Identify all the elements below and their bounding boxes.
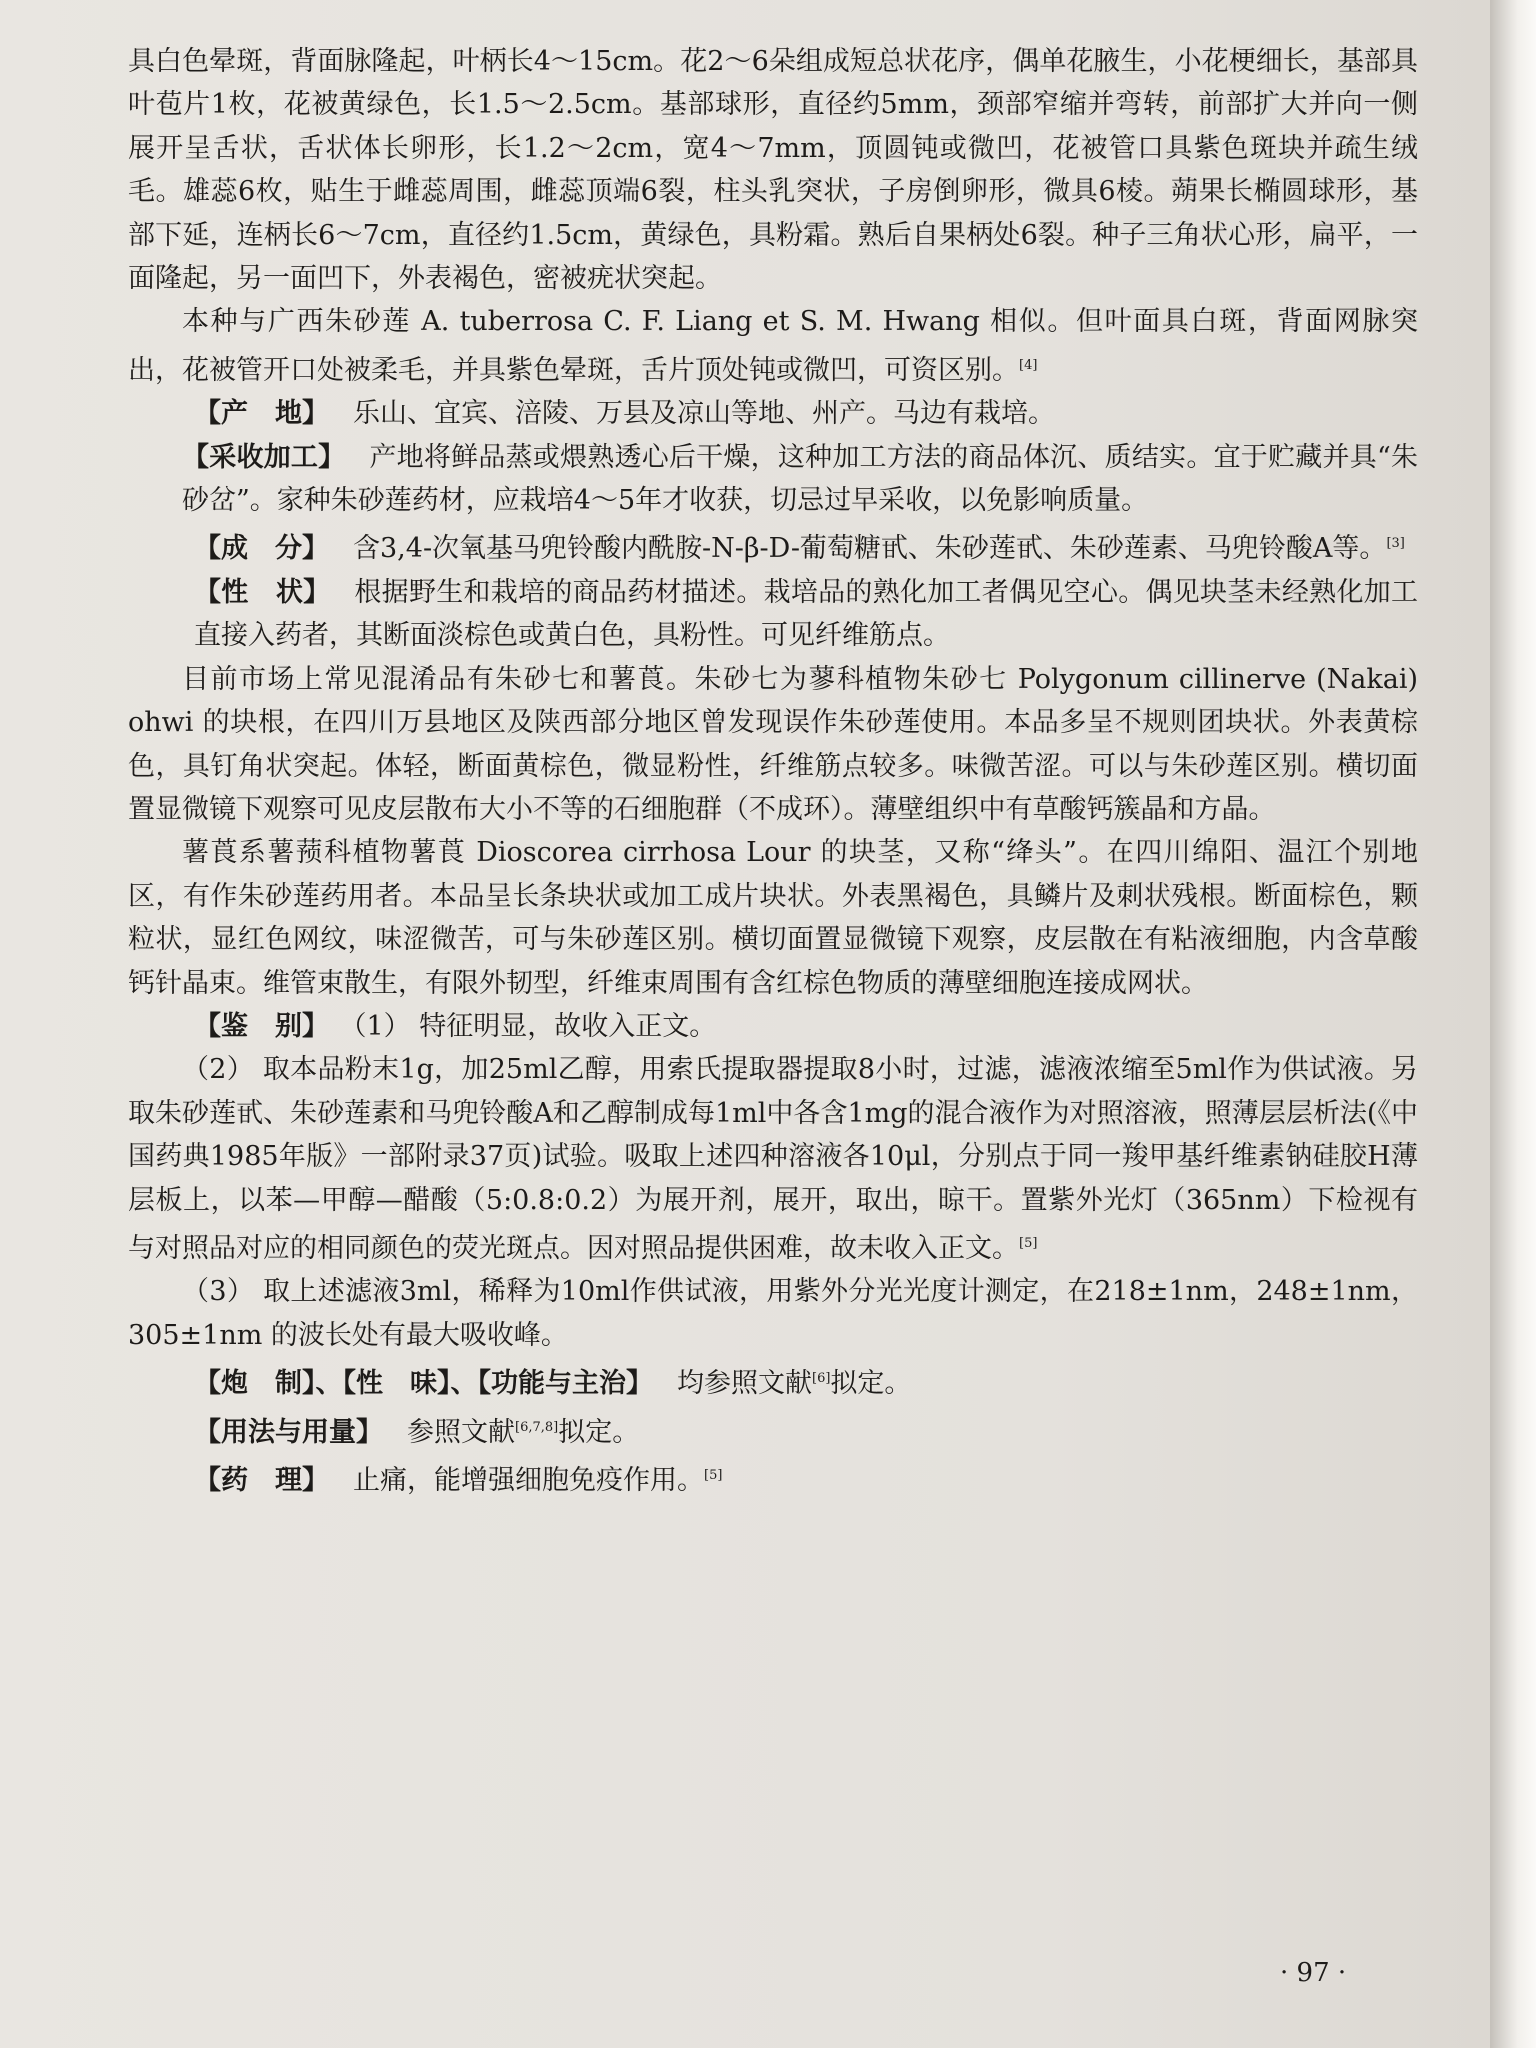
reference-mark: [4] [1019, 357, 1038, 373]
section-heading: 【药 理】 [194, 1465, 329, 1496]
section-text: 止痛，能增强细胞免疫作用。 [353, 1465, 704, 1496]
section-text-tail: 拟定。 [558, 1416, 640, 1448]
page-text [128, 40, 1418, 1502]
comparison-text: 本种与广西朱砂莲 A. tuberrosa C. F. Liang et S. M. Hwang 相似。但叶面具白斑，背面网脉突出，花被管开口处被柔毛，并具紫色晕斑，舌片顶处钝或微凹，可资区别。 [128, 306, 1418, 386]
page-edge [1490, 0, 1536, 2048]
reference-mark: [6] [812, 1371, 831, 1387]
section-text-tail: 拟定。 [830, 1368, 912, 1400]
section-heading: 【用法与用量】 [194, 1416, 383, 1448]
paragraph-confusion-2: 薯莨系薯蓣科植物薯莨 Dioscorea cirrhosa Lour 的块茎，又称“绛头”。在四川绵阳、温江个别地区，有作朱砂莲药用者。本品呈长条块状或加工成片块状。外表黑褐色，具鳞片及刺状残根。断面棕色，颗粒状，显红色网纹，味涩微苦，可与朱砂莲区别。横切面置显微镜下观察，皮层散在有粘液细胞，内含草酸钙针晶束。维管束散生，有限外韧型，纤维束周围有含红棕色物质的薄壁细胞连接成网状。 [128, 837, 1418, 999]
section-heading: 【采收加工】 [182, 441, 346, 473]
section-text: 参照文献 [407, 1416, 515, 1448]
section-properties [128, 571, 1418, 658]
paragraph-identification-3: （3） 取上述滤液3ml，稀释为10ml作供试液，用紫外分光光度计测定，在218±1nm，248±1nm，305±1nm 的波长处有最大吸收峰。 [128, 1276, 1418, 1351]
paragraph-identification-2 [128, 1048, 1418, 1270]
paragraph-description: 具白色晕斑，背面脉隆起，叶柄长4～15cm。花2～6朵组成短总状花序，偶单花腋生，小花梗细长，基部具叶苞片1枚，花被黄绿色，长1.5～2.5cm。基部球形，直径约5mm，颈部窄缩并弯转，前部扩大并向一侧展开呈舌状，舌状体长卵形，长1.2～2cm，宽4～7mm，顶圆钝或微凹，花被管口具紫色斑块并疏生绒毛。雄蕊6枚，贴生于雌蕊周围，雌蕊顶端6裂，柱头乳突状，子房倒卵形，微具6棱。蒴果长椭圆球形，基部下延，连柄长6～7cm，直径约1.5cm，黄绿色，具粉霜。熟后自果柄处6裂。种子三角状心形，扁平，一面隆起，另一面凹下，外表褐色，密被疣状突起。 [128, 46, 1418, 295]
section-composition [128, 522, 1418, 570]
section-text: 含3,4-次氧基马兜铃酸内酰胺-N-β-D-葡萄糖甙、朱砂莲甙、朱砂莲素、马兜铃酸A等。 [353, 533, 1387, 565]
section-processing [128, 1357, 1418, 1405]
section-identification [128, 1005, 1418, 1048]
section-origin [128, 392, 1418, 435]
section-heading: 【产 地】 [194, 398, 329, 430]
paragraph-confusion-1: 目前市场上常见混淆品有朱砂七和薯莨。朱砂七为蓼科植物朱砂七 Polygonum cillinerve (Nakai) ohwi 的块根，在四川万县地区及陕西部分地区曾发现误作朱砂莲使用。本品多呈不规则团块状。外表黄棕色，具钉角状突起。体轻，断面黄棕色，微显粉性，纤维筋点较多。味微苦涩。可以与朱砂莲区别。横切面置显微镜下观察可见皮层散布大小不等的石细胞群（不成环）。薄壁组织中有草酸钙簇晶和方晶。 [128, 663, 1418, 825]
section-heading: 【成 分】 [194, 533, 329, 565]
section-text: 均参照文献 [677, 1368, 812, 1400]
identification-text: （2） 取本品粉末1g，加25ml乙醇，用索氏提取器提取8小时，过滤，滤液浓缩至5ml作为供试液。另取朱砂莲甙、朱砂莲素和马兜铃酸A和乙醇制成每1ml中各含1mg的混合液作为对照溶液，照薄层层析法(《中国药典1985年版》一部附录37页)试验。吸取上述四种溶液各10μl，分别点于同一羧甲基纤维素钠硅胶H薄层板上，以苯—甲醇—醋酸（5:0.8:0.2）为展开剂，展开，取出，晾干。置紫外光灯（365nm）下检视有与对照品对应的相同颜色的荧光斑点。因对照品提供困难，故未收入正文。 [128, 1054, 1418, 1264]
section-pharmacology [128, 1454, 1418, 1502]
reference-mark: [3] [1386, 536, 1405, 552]
section-text: （1） 特征明显，故收入正文。 [353, 1010, 717, 1042]
section-harvest [128, 436, 1418, 523]
section-heading: 【炮 制】、【性 味】、【功能与主治】 [194, 1368, 653, 1400]
reference-mark: [5] [1019, 1235, 1038, 1251]
paragraph-comparison [128, 300, 1418, 392]
section-heading: 【鉴 别】 [194, 1010, 329, 1042]
section-text: 根据野生和栽培的商品药材描述。栽培品的熟化加工者偶见空心。偶见块茎未经熟化加工直接入药者，其断面淡棕色或黄白色，具粉性。可见纤维筋点。 [194, 576, 1419, 652]
section-text: 乐山、宜宾、涪陵、万县及凉山等地、州产。马边有栽培。 [353, 398, 1055, 430]
section-usage [128, 1406, 1418, 1454]
reference-mark: [6,7,8] [515, 1419, 559, 1435]
reference-mark: [5] [704, 1468, 723, 1483]
page-number: · 97 · [1280, 1958, 1347, 1988]
section-heading: 【性 状】 [194, 576, 331, 608]
section-text: 产地将鲜品蒸或煨熟透心后干燥，这种加工方法的商品体沉、质结实。宜于贮藏并具“朱砂岔”。家种朱砂莲药材，应栽培4～5年才收获，切忌过早采收，以免影响质量。 [182, 441, 1418, 517]
